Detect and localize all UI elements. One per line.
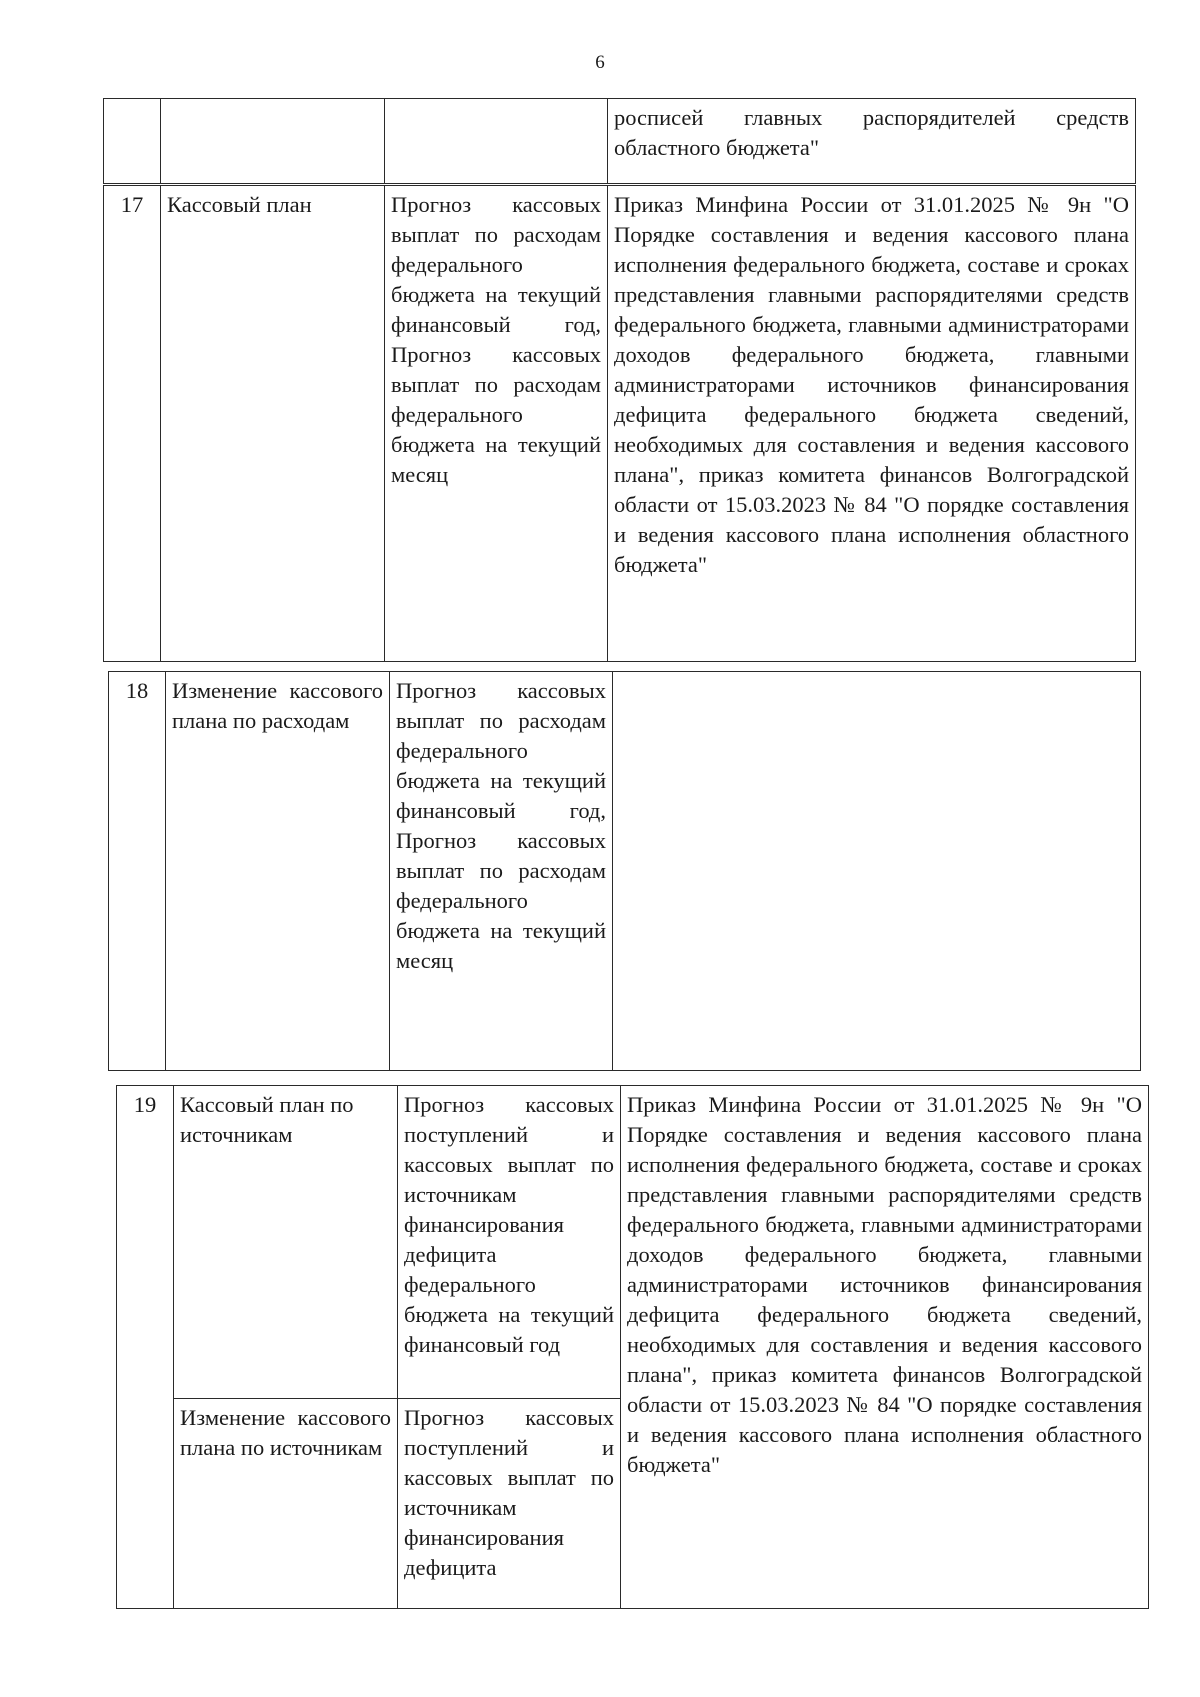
cell-num bbox=[104, 99, 161, 184]
row-number: 17 bbox=[104, 186, 161, 662]
legal-basis: Приказ Минфина России от 31.01.2025 № 9н "О Порядке составления и ведения кассового плана исполнения федерального бюджета, составе и сроках представления главными распорядителями средств федерального бюджета, главными администраторами доходов федерального бюджета, главными администраторами источников финансирования дефицита федерального бюджета сведений, необходимых для составления и ведения кассового плана", приказ комитета финансов Волгоградской области от 15.03.2023 № 84 "О порядке составления и ведения кассового плана исполнения областного бюджета" bbox=[608, 186, 1136, 662]
table-row-19 bbox=[116, 1085, 1149, 1609]
legal-basis: Приказ Минфина России от 31.01.2025 № 9н "О Порядке составления и ведения кассового плана исполнения федерального бюджета, составе и сроках представления главными распорядителями средств федерального бюджета, главными администраторами доходов федерального бюджета, главными администраторами источников финансирования дефицита федерального бюджета сведений, необходимых для составления и ведения кассового плана", приказ комитета финансов Волгоградской области от 15.03.2023 № 84 "О порядке составления и ведения кассового плана исполнения областного бюджета" bbox=[621, 1086, 1149, 1609]
table-row bbox=[104, 186, 1136, 662]
table-top-continuation bbox=[103, 98, 1136, 184]
cell-form bbox=[385, 99, 608, 184]
table-row bbox=[117, 1086, 1149, 1399]
document-type-sub: Изменение кассового плана по источникам bbox=[174, 1399, 398, 1609]
row-number: 19 bbox=[117, 1086, 174, 1609]
table-row-18 bbox=[108, 671, 1141, 1071]
document-type: Изменение кассового плана по расходам bbox=[166, 672, 390, 1071]
document-type: Кассовый план по источникам bbox=[174, 1086, 398, 1399]
document-form: Прогноз кассовых поступлений и кассовых выплат по источникам финансирования дефицита федерального бюджета на текущий финансовый год bbox=[398, 1086, 621, 1399]
document-form: Прогноз кассовых выплат по расходам федерального бюджета на текущий финансовый год, Прогноз кассовых выплат по расходам федерального бюджета на текущий месяц bbox=[390, 672, 613, 1071]
table-row bbox=[109, 672, 1141, 1071]
cell-doc-type bbox=[161, 99, 385, 184]
table-row bbox=[104, 99, 1136, 184]
document-type: Кассовый план bbox=[161, 186, 385, 662]
cell-basis: росписей главных распорядителей средств областного бюджета" bbox=[608, 99, 1136, 184]
row-number: 18 bbox=[109, 672, 166, 1071]
page-number: 6 bbox=[595, 52, 605, 73]
document-form: Прогноз кассовых выплат по расходам федерального бюджета на текущий финансовый год, Прогноз кассовых выплат по расходам федерального бюджета на текущий месяц bbox=[385, 186, 608, 662]
document-form-sub: Прогноз кассовых поступлений и кассовых выплат по источникам финансирования дефицита bbox=[398, 1399, 621, 1609]
legal-basis bbox=[613, 672, 1141, 1071]
table-row-17 bbox=[103, 185, 1136, 662]
